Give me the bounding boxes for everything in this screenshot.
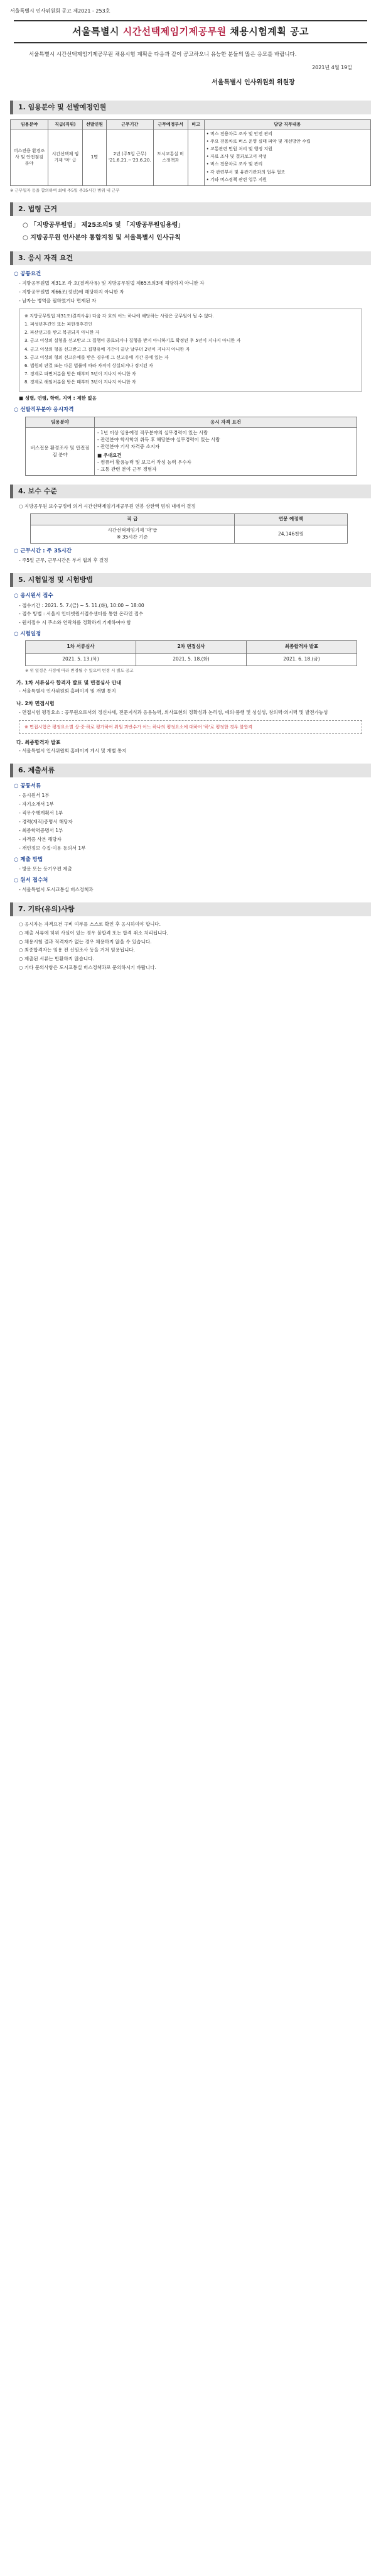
- pay-table: [30, 513, 348, 544]
- section-3-title: 3. 응시 자격 요건: [10, 251, 371, 265]
- plan-table: [10, 119, 371, 186]
- reception-line: - 접수 방법 : 서울시 인터넷원서접수센터를 통한 온라인 접수: [19, 611, 144, 617]
- step-1-para: - 서울특별시 인사위원회 홈페이지 및 개별 통지: [19, 688, 116, 694]
- duty-item: • 자료 조사 및 결과보고서 작성: [206, 154, 267, 160]
- field-requirements-heading: ○ 선발직무분야 응시자격: [14, 407, 74, 414]
- cell-dept: 도시교통실 버스정책과: [153, 129, 188, 185]
- disqualification-line: 6. 법원의 판결 또는 다른 법률에 따라 자격이 상실되거나 정지된 자: [24, 363, 153, 368]
- common-requirement: - 남자는 병역을 필하였거나 면제된 자: [19, 298, 97, 304]
- document-item: - 응시원서 1부: [19, 792, 50, 799]
- cell-rank: 시간선택제 임기제 '마' 급: [48, 129, 83, 185]
- section-5-title: 5. 시험일정 및 시험방법: [10, 573, 371, 587]
- qual-line: ■ 우대요건: [97, 452, 122, 458]
- sched-date-2: 2021. 5. 18.(화): [136, 654, 247, 666]
- schedule-table: [25, 640, 357, 666]
- plan-table-header: [11, 119, 371, 129]
- cell-period: 2년 (주5일 근무) '21.6.21.~'23.6.20.: [107, 129, 154, 185]
- interview-warning: [19, 720, 362, 734]
- th-duties: 담당 직무내용: [204, 119, 370, 129]
- th-qual-req: 응시 자격 요건: [95, 417, 357, 428]
- duty-item: • 버스 전용차로 조사 및 관리: [206, 162, 263, 167]
- section-1-title: 1. 임용분야 및 선발예정인원: [10, 101, 371, 114]
- section-6-title: 6. 제출서류: [10, 764, 371, 777]
- law-item: ○ 지방공무원 인사분야 통합지침 및 서울특별시 인사규칙: [23, 234, 181, 241]
- interview-warning-text: ※ 면접시험은 평정요소별 상·중·하로 평가하여 위원 과반수가 어느 하나의 평정요소에 대하여 '하'로 평정한 경우 불합격: [24, 724, 253, 730]
- th-dept: 근무예정부서: [153, 119, 188, 129]
- section-7-title: 7. 기타(유의)사항: [10, 902, 371, 916]
- th-sched-1: 1차 서류심사: [26, 641, 136, 654]
- duty-item: • 기타 버스정책 관련 업무 지원: [206, 177, 267, 182]
- th-rank: 직급(직위): [48, 119, 83, 129]
- th-pay-amount: 연봉 예정액: [234, 514, 347, 525]
- title-highlight: 시간선택제임기제공무원: [122, 25, 227, 37]
- documents-heading: ○ 공통서류: [14, 783, 41, 790]
- common-requirement: - 지방공무원법 제31조 각 호(결격사유) 및 지방공무원법 제65조의3에 해당하지 아니한 자: [19, 280, 205, 287]
- reception-place: - 서울특별시 도시교통실 버스정책과: [19, 887, 94, 893]
- duty-item: • 주요 전용차로 버스 운영 실태 파악 및 개선방안 수립: [206, 138, 311, 144]
- title-box: [14, 20, 367, 44]
- schedule-heading: ○ 시험일정: [14, 631, 41, 638]
- work-hours-heading: ○ 근무시간 : 주 35시간: [14, 548, 72, 555]
- disqualification-line: 7. 징계로 파면처분을 받은 때부터 5년이 지나지 아니한 자: [24, 371, 136, 377]
- common-requirements-heading: ○ 공통요건: [14, 271, 41, 278]
- notice-item: ○ 제출 서류에 허위 사실이 있는 경우 불합격 또는 합격 취소 처리됩니다.: [19, 929, 169, 936]
- sched-date-3: 2021. 6. 18.(금): [247, 654, 357, 666]
- pay-rank-label: 시간선택제임기제 '마'급: [107, 527, 158, 534]
- notice-item: ○ 채용시험 결과 적격자가 없는 경우 채용하지 않을 수 있습니다.: [19, 938, 152, 945]
- title-prefix: 서울특별시: [72, 25, 123, 37]
- qualification-header: [26, 417, 357, 428]
- schedule-note: ※ 위 일정은 사정에 따라 변경될 수 있으며 변경 시 별도 공고: [25, 668, 134, 674]
- pay-note: ※ 35시간 기준: [117, 534, 148, 540]
- reception-place-heading: ○ 원서 접수처: [14, 877, 48, 884]
- issuing-org: 서울특별시 인사위원회 위원장: [212, 79, 295, 87]
- document-item: - 직무수행계획서 1부: [19, 810, 63, 816]
- th-field: 임용분야: [11, 119, 48, 129]
- notice-item: ○ 기타 문의사항은 도시교통실 버스정책과로 문의하시기 바랍니다.: [19, 965, 156, 971]
- plan-table-row: [11, 129, 371, 185]
- pay-row: [31, 525, 348, 544]
- duty-item: • 각 관련부서 및 유관기관과의 업무 협조: [206, 169, 286, 175]
- qual-line: - 관련분야 기사 자격증 소지자: [97, 444, 160, 450]
- notice-date: 2021년 4월 19일: [312, 64, 352, 70]
- step-3-heading: 다. 최종합격자 발표: [16, 739, 61, 745]
- title-suffix: 채용시험계획 공고: [226, 25, 309, 37]
- th-period: 근무기간: [107, 119, 154, 129]
- pay-paragraph: ○ 지방공무원 보수규정에 의거 시간선택제임기제공무원 연봉 상한액 범위 내에서 결정: [19, 503, 196, 509]
- qual-line: - 관련분야 학사학위 취득 후 해당분야 실무경력이 있는 사람: [97, 437, 220, 443]
- step-1-heading: 가. 1차 서류심사 합격자 발표 및 면접심사 안내: [16, 679, 122, 686]
- th-qual-field: 임용분야: [26, 417, 95, 428]
- reception-line: - 접수기간 : 2021. 5. 7.(금) ~ 5. 11.(화), 10:00 ~ 18:00: [19, 602, 144, 608]
- document-item: - 자기소개서 1부: [19, 801, 54, 808]
- disqualification-line: 3. 금고 이상의 실형을 선고받고 그 집행이 종료되거나 집행을 받지 아니하기로 확정된 후 5년이 지나지 아니한 자: [24, 338, 241, 344]
- document-item: - 최종학력증명서 1부: [19, 827, 63, 833]
- document-item: - 경력(재직)증명서 해당자: [19, 819, 73, 825]
- disqualification-line: 8. 징계로 해임처분을 받은 때부터 3년이 지나지 아니한 자: [24, 380, 136, 385]
- th-pay-rank: 직 급: [31, 514, 235, 525]
- notice-number: 서울특별시 인사위원회 공고 제2021 - 253호: [10, 8, 110, 14]
- th-count: 선발인원: [83, 119, 107, 129]
- disqualification-box: [19, 309, 362, 392]
- section-1-note: ※ 근무일자 등을 합의하여 최대 주5일 주35시간 범위 내 근무: [10, 187, 120, 193]
- qual-line: - 교통 관련 분야 근무 경험자: [97, 466, 157, 472]
- cell-note: [188, 129, 204, 185]
- page-title: [14, 25, 367, 39]
- qual-line: - 컴퓨터 활용능력 및 보고서 작성 능력 우수자: [97, 459, 191, 465]
- work-hours-para: - 주5일 근무, 근무시간은 부서 협의 후 결정: [19, 557, 109, 564]
- qual-line: - 1년 이상 임용예정 직무분야의 실무경력이 있는 사람: [97, 430, 208, 436]
- document-item: - 개인정보 수집·이용 동의서 1부: [19, 845, 86, 851]
- pay-header: [31, 514, 348, 525]
- disqualification-line: 1. 피성년후견인 또는 피한정후견인: [24, 322, 93, 327]
- sched-date-1: 2021. 5. 13.(목): [26, 654, 136, 666]
- reception-line: - 원서접수 시 주소와 연락처를 정확하게 기재하여야 함: [19, 620, 131, 626]
- qualification-table: [25, 417, 357, 476]
- notice-item: ○ 응시자는 자격요건 구비 여부를 스스로 확인 후 응시하여야 합니다.: [19, 921, 161, 927]
- law-item: ○ 「지방공무원법」 제25조의5 및 「지방공무원임용령」: [23, 222, 185, 229]
- cell-duties: [204, 129, 370, 185]
- submission-method-heading: ○ 제출 방법: [14, 856, 43, 863]
- notice-item: ○ 최종합격자는 임용 전 신원조사 등을 거쳐 임용됩니다.: [19, 947, 136, 953]
- schedule-row: [26, 654, 357, 666]
- qual-requirements: [95, 428, 357, 475]
- section-2-title: 2. 법령 근거: [10, 202, 371, 216]
- duty-item: • 버스 전용차로 조사 및 안전 관리: [206, 131, 272, 136]
- notice-item: ○ 제출된 서류는 반환하지 않습니다.: [19, 956, 94, 962]
- disqualification-line: 5. 금고 이상의 형의 선고유예를 받은 경우에 그 선고유예 기간 중에 있는 자: [24, 354, 169, 360]
- th-sched-3: 최종합격자 발표: [247, 641, 357, 654]
- step-3-para: - 서울특별시 인사위원회 홈페이지 게시 및 개별 통지: [19, 748, 127, 754]
- th-sched-2: 2차 면접심사: [136, 641, 247, 654]
- th-note: 비고: [188, 119, 204, 129]
- intro-paragraph: 서울특별시 시간선택제임기제공무원 채용시험 계획을 다음과 같이 공고하오니 유능한 분들의 많은 응모를 바랍니다.: [29, 52, 297, 58]
- common-requirement: - 지방공무원법 제66조(정년)에 해당하지 아니한 자: [19, 289, 124, 295]
- pay-amount: 24,146천원: [234, 525, 347, 544]
- qualification-row: [26, 428, 357, 475]
- duty-item: • 교통관련 민원 처리 및 행정 지원: [206, 146, 272, 152]
- cell-count: 1명: [83, 129, 107, 185]
- schedule-header: [26, 641, 357, 654]
- page: [0, 0, 381, 986]
- qual-field: 버스전용 환경조사 및 안전점검 분야: [26, 428, 95, 475]
- section-4-title: 4. 보수 수준: [10, 485, 371, 498]
- disqualification-line: ※ 지방공무원법 제31조(결격사유) 다음 각 호의 어느 하나에 해당하는 사람은 공무원이 될 수 없다.: [24, 314, 214, 319]
- reception-heading: ○ 응시원서 접수: [14, 593, 53, 600]
- submission-method: - 방문 또는 등기우편 제출: [19, 865, 72, 872]
- step-2-heading: 나. 2차 면접시험: [16, 701, 55, 707]
- document-item: - 자격증 사본 해당자: [19, 836, 62, 842]
- cell-field: 버스전용 환경조사 및 안전점검 분야: [11, 129, 48, 185]
- step-2-para: - 면접시험 평정요소 : 공무원으로서의 정신자세, 전문지식과 응용능력, 의사표현의 정확성과 논리성, 예의·품행 및 성실성, 창의력·의지력 및 발전가능성: [19, 709, 328, 715]
- disqualification-line: 4. 금고 이상의 형을 선고받고 그 집행유예 기간이 끝난 날부터 2년이 지나지 아니한 자: [24, 346, 190, 352]
- pay-rank: [31, 525, 235, 544]
- restriction-note: ■ 성별, 연령, 학력, 지역 : 제한 없음: [19, 395, 97, 402]
- disqualification-line: 2. 파산선고를 받고 복권되지 아니한 자: [24, 330, 100, 336]
